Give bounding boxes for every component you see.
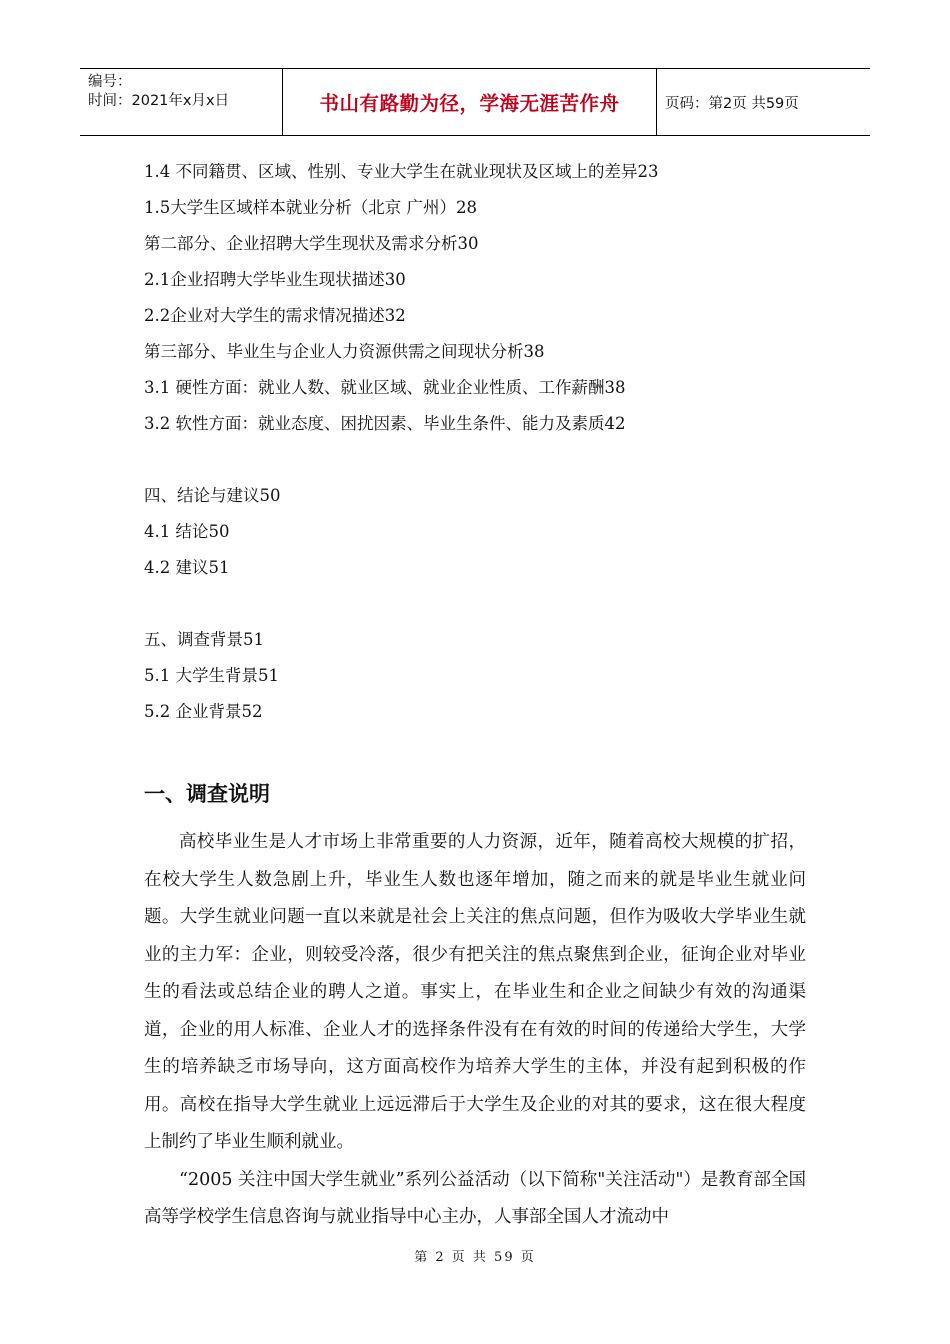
document-number-label: 编号： [88,74,132,90]
toc-entry: 五、调查背景51 [144,630,264,649]
page-header [80,68,870,136]
toc-entry: 3.2 软性方面：就业态度、困扰因素、毕业生条件、能力及素质42 [144,414,626,433]
toc-entry: 四、结论与建议50 [144,486,281,505]
toc-entry: 1.4 不同籍贯、区域、性别、专业大学生在就业现状及区域上的差异23 [144,162,659,181]
body-paragraph: “2005 关注中国大学生就业”系列公益活动（以下简称"关注活动"）是教育部全国高等学校学生信息咨询与就业指导中心主办，人事部全国人才流动中 [144,1169,806,1227]
header-page-code: 页码：第2页 共59页 [665,95,799,112]
document-time-label: 时间：2021年x月x日 [88,93,230,109]
toc-entry: 第二部分、企业招聘大学生现状及需求分析30 [144,234,479,253]
header-meta [80,69,282,135]
body-paragraph: 高校毕业生是人才市场上非常重要的人力资源，近年，随着高校大规模的扩招，在校大学生人数急剧上升，毕业生人数也逐年增加，随之而来的就是毕业生就业问题。大学生就业问题一直以来就是社会上关注的焦点问题，但作为吸收大学毕业生就业的主力军：企业，则较受冷落，很少有把关注的焦点聚焦到企业，征询企业对毕业生的看法或总结企业的聘人之道。事实上，在毕业生和企业之间缺少有效的沟通渠道，企业的用人标准、企业人才的选择条件没有在有效的时间的传递给大学生，大学生的培养缺乏市场导向，这方面高校作为培养大学生的主体，并没有起到积极的作用。高校在指导大学生就业上远远滞后于大学生及企业的对其的要求，这在很大程度上制约了毕业生顺利就业。 [144,832,806,1152]
toc-entry: 5.1 大学生背景51 [144,666,279,685]
toc-entry: 第三部分、毕业生与企业人力资源供需之间现状分析38 [144,342,545,361]
toc-entry: 3.1 硬性方面：就业人数、就业区域、就业企业性质、工作薪酬38 [144,378,626,397]
page-footer: 第 2 页 共 59 页 [414,1250,536,1265]
toc-entry: 1.5大学生区域样本就业分析（北京 广州）28 [144,198,477,217]
toc-entry: 2.1企业招聘大学毕业生现状描述30 [144,270,406,289]
toc-entry: 5.2 企业背景52 [144,702,263,721]
section-title: 一、调查说明 [144,782,270,806]
header-motto-cell [282,69,657,135]
toc-entry: 2.2企业对大学生的需求情况描述32 [144,306,406,325]
toc-entry: 4.2 建议51 [144,558,230,577]
section-body [144,824,806,1237]
header-motto: 书山有路勤为径，学海无涯苦作舟 [319,92,620,115]
toc-entry: 4.1 结论50 [144,522,230,541]
